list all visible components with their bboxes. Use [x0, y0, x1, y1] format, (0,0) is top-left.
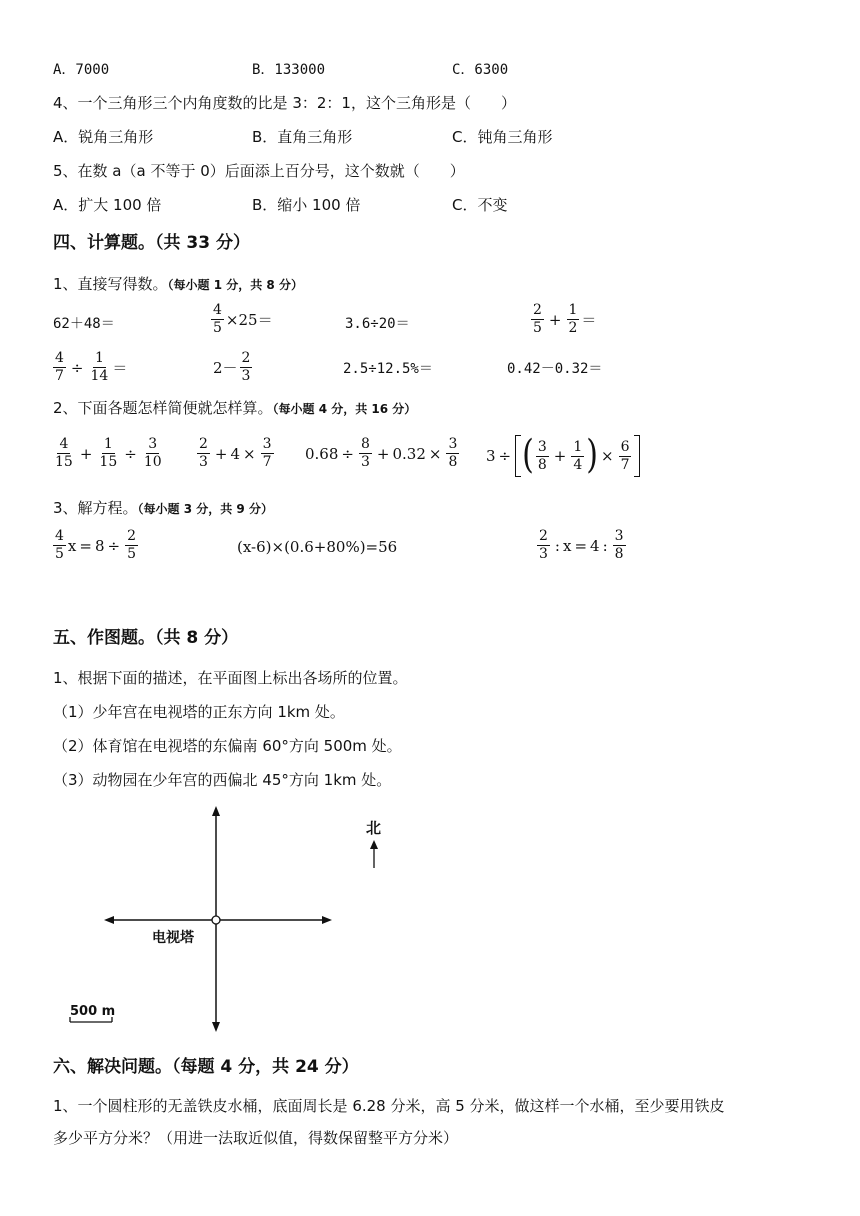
section5-title: 五、作图题。（共 8 分）	[53, 628, 239, 648]
fraction: $\frac{4}{15}$	[55, 436, 73, 470]
arrow-up	[212, 806, 220, 816]
section4-title: 四、计算题。（共 33 分）	[53, 233, 250, 253]
fraction: $\frac{1}{2}$	[568, 302, 578, 336]
fraction: $\frac{2}{3}$	[241, 350, 251, 384]
section6-q1-line2: 多少平方分米？（用进一法取近似值，得数保留整平方分米）	[53, 1129, 459, 1147]
num: 0.68	[305, 444, 339, 463]
section4-p2-label	[53, 398, 416, 419]
calc-2-1-rest: ＝	[112, 359, 128, 377]
calc-2-4: 0.42－0.32＝	[507, 361, 603, 377]
calc-1-4-rest: ＝	[581, 311, 597, 329]
arrow-right	[322, 916, 332, 924]
q4-option-a: A．锐角三角形	[53, 128, 154, 146]
fraction: $\frac{4}{5}$	[213, 302, 222, 336]
var-x: x	[562, 536, 572, 555]
equals: =	[79, 536, 92, 555]
q4-option-b: B．直角三角形	[252, 128, 353, 146]
var-x: x	[67, 536, 77, 555]
fraction: $\frac{2}{3}$	[199, 436, 208, 470]
north-label: 北	[366, 819, 382, 837]
calc-2-2-pre: 2－	[213, 359, 238, 377]
q4-question: 4、一个三角形三个内角度数的比是 3：2：1，这个三角形是（ ）	[53, 94, 516, 112]
num-eight: 8	[94, 536, 105, 555]
fraction: $\frac{2}{5}$	[533, 302, 542, 336]
tv-tower-label: 电视塔	[152, 930, 194, 946]
right-bracket	[634, 435, 640, 477]
calc-2-1: $\frac{4}{7}$ ÷ $\frac{1}{14}$ ＝	[55, 350, 128, 384]
section6-title: 六、解决问题。（每题 4 分，共 24 分）	[53, 1057, 359, 1077]
section5-item-1: （1）少年宫在电视塔的正东方向 1km 处。	[53, 703, 345, 721]
equation-3	[535, 528, 628, 563]
fraction: $\frac{3}{8}$	[448, 436, 458, 470]
simplify-1: $\frac{4}{15}$ + $\frac{1}{15}$ ÷ $\frac{3}{10}$	[55, 436, 162, 470]
calc-1-2-rest: ×25＝	[225, 311, 273, 329]
fraction: $\frac{8}{3}$	[360, 436, 370, 470]
map-diagram	[0, 800, 860, 1040]
p2-note: （每小题 4 分，共 16 分）	[272, 402, 417, 416]
q5-question: 5、在数 a（a 不等于 0）后面添上百分号，这个数就（ ）	[53, 162, 465, 180]
left-bracket	[515, 435, 521, 477]
fraction: $\frac{2}{3}$	[539, 528, 548, 562]
equation-1: $\frac{4}{5}$ x = 8 ÷ $\frac{2}{5}$	[55, 528, 137, 562]
arrow-down	[212, 1022, 220, 1032]
fraction: $\frac{2}{5}$	[127, 528, 137, 562]
fraction: $\frac{1}{14}$	[90, 350, 109, 384]
calc-2-3: 2.5÷12.5%＝	[343, 361, 433, 377]
q3-option-c: C．6300	[452, 62, 509, 78]
colon: :	[602, 536, 608, 555]
fraction: $\frac{1}{15}$	[99, 436, 118, 470]
scale-label: 500 m	[70, 1004, 116, 1019]
tv-tower-point	[212, 916, 220, 924]
fraction: $\frac{3}{7}$	[262, 436, 272, 470]
right-paren: )	[586, 432, 598, 479]
p3-label-text: 3、解方程。	[53, 499, 138, 517]
calc-1-4: $\frac{2}{5}$ + $\frac{1}{2}$ ＝	[533, 302, 597, 336]
fraction: $\frac{4}{7}$	[55, 350, 64, 384]
q5-option-c: C．不变	[452, 196, 508, 214]
arrow-left	[104, 916, 114, 924]
simplify-2: $\frac{2}{3}$ + 4 × $\frac{3}{7}$	[199, 436, 272, 470]
fraction: $\frac{6}{7}$	[620, 438, 630, 473]
fraction: $\frac{4}{5}$	[55, 528, 64, 562]
p2-label-text: 2、下面各题怎样简便就怎样算。	[53, 399, 273, 417]
left-paren: (	[522, 432, 534, 479]
fraction: $\frac{3}{10}$	[143, 436, 162, 470]
p1-note: （每小题 1 分，共 8 分）	[167, 278, 303, 292]
num-four: 4	[590, 536, 600, 555]
section4-p3-label	[53, 498, 273, 519]
section6-q1-line1: 1、一个圆柱形的无盖铁皮水桶，底面周长是 6.28 分米，高 5 分米，做这样一个水桶，至少要用铁皮	[53, 1097, 725, 1115]
calc-1-3: 3.6÷20＝	[345, 316, 410, 332]
simplify-4: 3 ÷ ( $\frac{3}{8}$ + $\frac{1}{4}$ ) × $\frac{6}{7}$	[486, 435, 641, 477]
fraction: $\frac{3}{8}$	[537, 438, 547, 473]
equation-2: (x-6)×(0.6+80%)=56	[237, 538, 398, 556]
north-arrow-icon	[370, 840, 378, 849]
calc-1-1: 62＋48＝	[53, 316, 115, 332]
num: 0.32	[392, 444, 426, 463]
section5-item-3: （3）动物园在少年宫的西偏北 45°方向 1km 处。	[53, 771, 392, 789]
section5-p1: 1、根据下面的描述，在平面图上标出各场所的位置。	[53, 669, 408, 687]
q3-option-a: A．7000	[53, 62, 110, 78]
p3-note: （每小题 3 分，共 9 分）	[137, 502, 273, 516]
q5-option-a: A．扩大 100 倍	[53, 196, 162, 214]
equals: =	[574, 536, 588, 555]
colon: :	[554, 536, 560, 555]
section4-p1-label	[53, 274, 303, 295]
calc-1-2	[209, 302, 273, 337]
simplify-3: 0.68 ÷ $\frac{8}{3}$ + 0.32 × $\frac{3}{8}$	[305, 436, 458, 470]
calc-2-2	[213, 350, 254, 385]
q4-option-c: C．钝角三角形	[452, 128, 553, 146]
q5-option-b: B．缩小 100 倍	[252, 196, 361, 214]
p1-label-text: 1、直接写得数。	[53, 275, 168, 293]
fraction: $\frac{3}{8}$	[614, 528, 624, 562]
section5-item-2: （2）体育馆在电视塔的东偏南 60°方向 500m 处。	[53, 737, 402, 755]
num-four: 4	[230, 444, 241, 463]
num-three: 3	[486, 447, 496, 465]
fraction: $\frac{1}{4}$	[573, 438, 583, 473]
q3-option-b: B．133000	[252, 62, 326, 78]
